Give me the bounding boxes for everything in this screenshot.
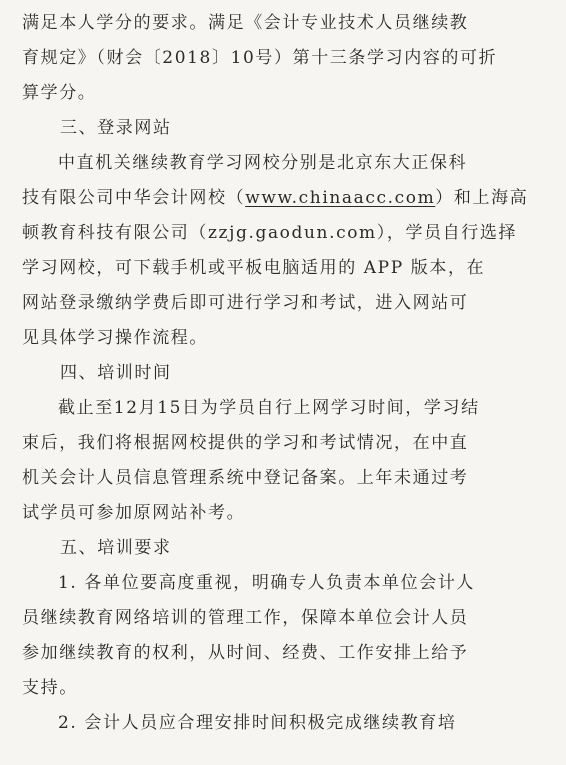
list-item-line: 支持。 bbox=[22, 678, 78, 698]
paragraph-line: 算学分。 bbox=[22, 83, 97, 103]
section-heading-training-time: 四、培训时间 bbox=[60, 363, 172, 383]
paragraph-line: 中直机关继续教育学习网校分别是北京东大正保科 bbox=[58, 153, 468, 173]
list-item-line: 2. 会计人员应合理安排时间积极完成继续教育培 bbox=[58, 713, 457, 733]
paragraph-line: 育规定》（财会〔2018〕10号）第十三条学习内容的可折 bbox=[22, 48, 498, 68]
section-heading-login-website: 三、登录网站 bbox=[60, 118, 172, 138]
chinaacc-url: www.chinaacc.com bbox=[245, 188, 436, 208]
list-item-line: 1. 各单位要高度重视，明确专人负责本单位会计人 bbox=[58, 573, 476, 593]
text-fragment: 技有限公司中华会计网校（ bbox=[22, 188, 246, 208]
paragraph-line: 学习网校，可下载手机或平板电脑适用的 APP 版本，在 bbox=[22, 258, 486, 278]
list-item-line: 员继续教育网络培训的管理工作，保障本单位会计人员 bbox=[22, 608, 469, 628]
paragraph-line: 满足本人学分的要求。满足《会计专业技术人员继续教 bbox=[22, 13, 469, 33]
paragraph-line-with-link bbox=[22, 181, 540, 216]
text-fragment: ）和上海高 bbox=[435, 188, 529, 208]
paragraph-line: 机关会计人员信息管理系统中登记备案。上年未通过考 bbox=[22, 468, 469, 488]
paragraph-line: 束后，我们将根据网校提供的学习和考试情况，在中直 bbox=[22, 433, 469, 453]
list-item-line: 参加继续教育的权利，从时间、经费、工作安排上给予 bbox=[22, 643, 469, 663]
paragraph-line: 见具体学习操作流程。 bbox=[22, 328, 208, 348]
paragraph-line: 网站登录缴纳学费后即可进行学习和考试，进入网站可 bbox=[22, 293, 469, 313]
paragraph-line: 截止至12月15日为学员自行上网学习时间，学习结 bbox=[58, 398, 480, 418]
paragraph-line: 试学员可参加原网站补考。 bbox=[22, 503, 246, 523]
section-heading-training-requirements: 五、培训要求 bbox=[60, 538, 172, 558]
paragraph-line: 顿教育科技有限公司（zzjg.gaodun.com），学员自行选择 bbox=[22, 223, 518, 243]
